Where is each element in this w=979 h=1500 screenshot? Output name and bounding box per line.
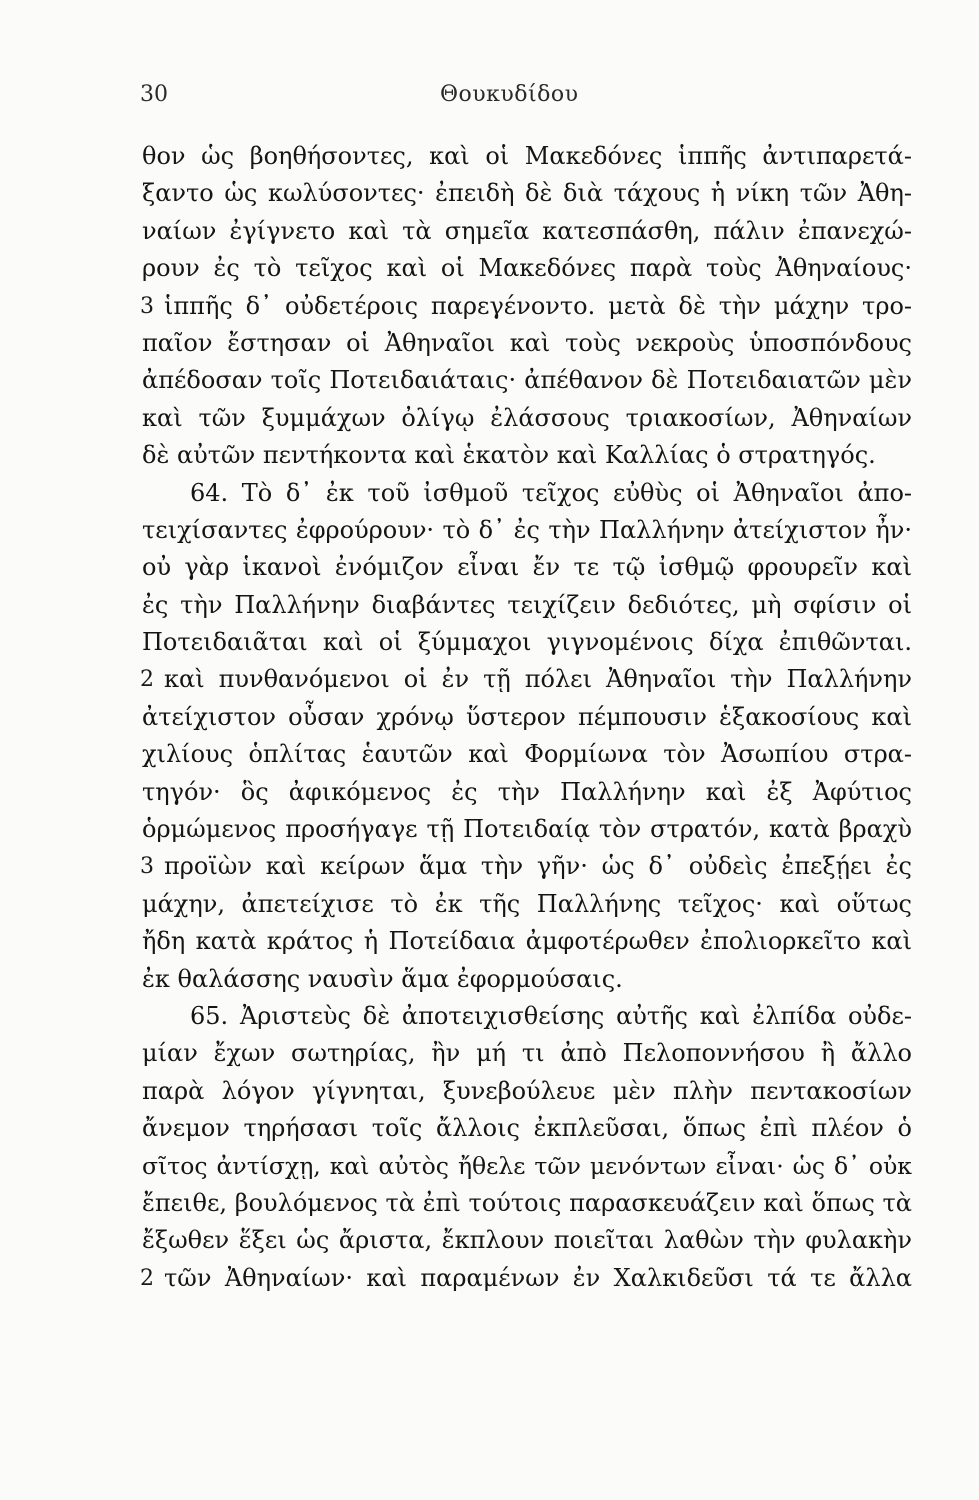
- text-line: [142, 362, 912, 399]
- text-line: [142, 624, 912, 661]
- text-line: [142, 288, 912, 325]
- line-text: ἀπέδοσαν τοῖς Ποτειδαιάταις· ἀπέθανον δὲ Ποτειδαιατῶν μὲν: [142, 366, 912, 395]
- text-line: [142, 587, 912, 624]
- text-line: [142, 774, 912, 811]
- line-text: ἐκ θαλάσσης ναυσὶν ἅμα ἐφορμούσαις.: [142, 964, 623, 993]
- section-margin-number: 2: [140, 1265, 154, 1291]
- line-text: καὶ τῶν ξυμμάχων ὀλίγῳ ἐλάσσους τριακοσίων, Ἀθηναίων: [142, 403, 912, 432]
- line-text: ἔξωθεν ἕξει ὡς ἄριστα, ἔκπλουν ποιεῖται λαθὼν τὴν φυλακὴν: [142, 1226, 912, 1255]
- text-line: [142, 1185, 912, 1222]
- line-text: ναίων ἐγίγνετο καὶ τὰ σημεῖα κατεσπάσθη, πάλιν ἐπανεχώ-: [142, 216, 912, 245]
- text-line: [142, 886, 912, 923]
- text-line: [142, 661, 912, 698]
- line-text: προϊὼν καὶ κείρων ἅμα τὴν γῆν· ὡς δ᾽ οὐδεὶς ἐπεξῄει ἐς: [164, 852, 912, 881]
- text-line: [142, 400, 912, 437]
- text-line: [142, 811, 912, 848]
- line-text: ἤδη κατὰ κράτος ἡ Ποτείδαια ἀμφοτέρωθεν ἐπολιορκεῖτο καὶ: [142, 927, 912, 956]
- line-text: οὐ γὰρ ἱκανοὶ ἐνόμιζον εἶναι ἔν τε τῷ ἰσθμῷ φρουρεῖν καὶ: [142, 553, 912, 582]
- line-text: ἄνεμον τηρήσασι τοῖς ἄλλοις ἐκπλεῦσαι, ὅπως ἐπὶ πλέον ὁ: [142, 1114, 912, 1143]
- section-margin-number: 3: [140, 854, 154, 880]
- line-text: Ποτειδαιᾶται καὶ οἱ ξύμμαχοι γιγνομένοις δίχα ἐπιθῶνται.: [142, 628, 912, 657]
- line-text: δὲ αὐτῶν πεντήκοντα καὶ ἑκατὸν καὶ Καλλίας ὁ στρατηγός.: [142, 441, 876, 470]
- section-margin-number: 3: [140, 293, 154, 319]
- text-line: [142, 961, 912, 998]
- text-line: [142, 998, 912, 1035]
- line-text: χιλίους ὁπλίτας ἑαυτῶν καὶ Φορμίωνα τὸν Ἀσωπίου στρα-: [142, 740, 912, 769]
- line-text: 64. Τὸ δ᾽ ἐκ τοῦ ἰσθμοῦ τεῖχος εὐθὺς οἱ Ἀθηναῖοι ἀπο-: [190, 478, 912, 507]
- line-text: τηγόν· ὃς ἀφικόμενος ἐς τὴν Παλλήνην καὶ ἐξ Ἀφύτιος: [142, 777, 912, 806]
- line-text: καὶ πυνθανόμενοι οἱ ἐν τῇ πόλει Ἀθηναῖοι τὴν Παλλήνην: [164, 665, 912, 694]
- running-title: Θουκυδίδου: [440, 82, 579, 107]
- section-margin-number: 2: [140, 667, 154, 693]
- text-line: [142, 175, 912, 212]
- line-text: ἀτείχιστον οὖσαν χρόνῳ ὕστερον πέμπουσιν ἑξακοσίους καὶ: [142, 702, 912, 731]
- line-text: ρουν ἐς τὸ τεῖχος καὶ οἱ Μακεδόνες παρὰ τοὺς Ἀθηναίους·: [142, 254, 912, 283]
- line-text: τῶν Ἀθηναίων· καὶ παραμένων ἐν Χαλκιδεῦσι τά τε ἄλλα: [164, 1263, 912, 1292]
- text-line: [142, 1222, 912, 1259]
- page-header: [0, 82, 979, 122]
- text-line: [142, 549, 912, 586]
- line-text: σῖτος ἀντίσχῃ, καὶ αὐτὸς ἤθελε τῶν μενόντων εἶναι· ὡς δ᾽ οὐκ: [142, 1151, 912, 1180]
- line-text: θον ὡς βοηθήσοντες, καὶ οἱ Μακεδόνες ἱππῆς ἀντιπαρετά-: [142, 142, 912, 170]
- line-text: μάχην, ἀπετείχισε τὸ ἐκ τῆς Παλλήνης τεῖχος· καὶ οὕτως: [142, 889, 912, 918]
- line-text: 65. Ἀριστεὺς δὲ ἀποτειχισθείσης αὐτῆς καὶ ἐλπίδα οὐδε-: [190, 1001, 912, 1030]
- text-line: [142, 923, 912, 960]
- text-line: [142, 736, 912, 773]
- text-line: [142, 1260, 912, 1297]
- text-line: [142, 250, 912, 287]
- text-line: [142, 138, 912, 175]
- line-text: ὁρμώμενος προσήγαγε τῇ Ποτειδαίᾳ τὸν στρατόν, κατὰ βραχὺ: [142, 815, 912, 844]
- text-line: [142, 475, 912, 512]
- text-line: [142, 437, 912, 474]
- page-number: 30: [140, 82, 168, 107]
- text-line: [142, 1035, 912, 1072]
- text-line: [142, 1110, 912, 1147]
- body-text: [142, 138, 912, 1297]
- text-line: [142, 1073, 912, 1110]
- line-text: ἔπειθε, βουλόμενος τὰ ἐπὶ τούτοις παρασκευάζειν καὶ ὅπως τὰ: [142, 1188, 912, 1217]
- line-text: μίαν ἔχων σωτηρίας, ἢν μή τι ἀπὸ Πελοποννήσου ἢ ἄλλο: [142, 1039, 912, 1068]
- line-text: παῖον ἔστησαν οἱ Ἀθηναῖοι καὶ τοὺς νεκροὺς ὑποσπόνδους: [142, 328, 912, 357]
- text-line: [142, 699, 912, 736]
- line-text: τειχίσαντες ἐφρούρουν· τὸ δ᾽ ἐς τὴν Παλλήνην ἀτείχιστον ἦν·: [142, 515, 912, 544]
- line-text: ἐς τὴν Παλλήνην διαβάντες τειχίζειν δεδιότες, μὴ σφίσιν οἱ: [142, 590, 912, 619]
- text-line: [142, 325, 912, 362]
- line-text: ἱππῆς δ᾽ οὐδετέροις παρεγένοντο. μετὰ δὲ τὴν μάχην τρο-: [164, 291, 912, 320]
- line-text: ξαντο ὡς κωλύσοντες· ἐπειδὴ δὲ διὰ τάχους ἡ νίκη τῶν Ἀθη-: [142, 179, 912, 208]
- text-line: [142, 512, 912, 549]
- text-line: [142, 213, 912, 250]
- text-line: [142, 1148, 912, 1185]
- line-text: παρὰ λόγον γίγνηται, ξυνεβούλευε μὲν πλὴν πεντακοσίων: [142, 1076, 912, 1105]
- text-line: [142, 848, 912, 885]
